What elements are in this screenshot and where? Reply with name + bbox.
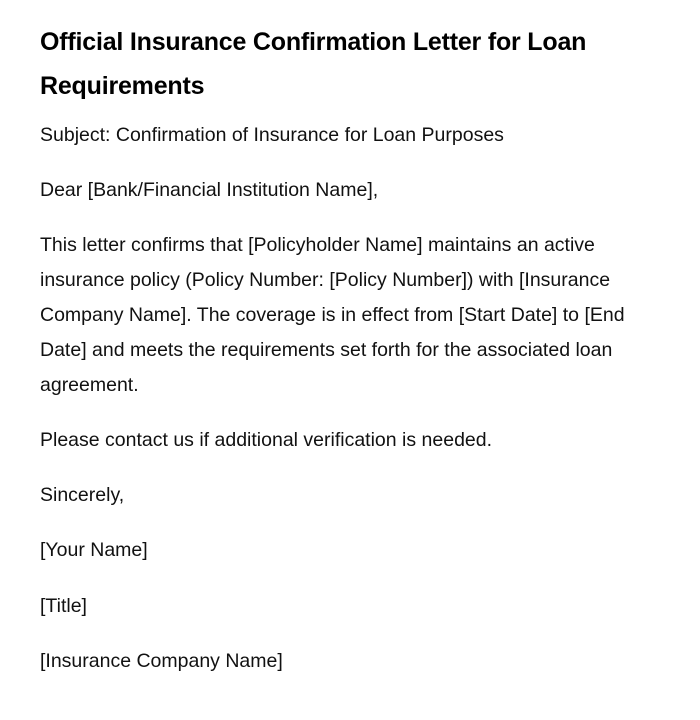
- signature-title: [Title]: [40, 595, 87, 617]
- letter-sign-off: Sincerely,: [40, 484, 125, 506]
- signature-name: [Your Name]: [40, 539, 148, 561]
- letter-title: Official Insurance Confirmation Letter for Loan Requirements: [40, 28, 587, 100]
- letter-closing-note: Please contact us if additional verification is needed.: [40, 429, 493, 451]
- letter-body: This letter confirms that [Policyholder Name] maintains an active insurance policy (Policy Number: [Policy Number]) with [Insurance Company Name]. The coverage is in effect from [Start Date] to [End Date] and meets the requirements set forth for the associated loan agreement.: [40, 234, 625, 396]
- signature-company: [Insurance Company Name]: [40, 650, 283, 672]
- letter-subject: Subject: Confirmation of Insurance for Loan Purposes: [40, 124, 504, 146]
- letter-salutation: Dear [Bank/Financial Institution Name],: [40, 179, 379, 201]
